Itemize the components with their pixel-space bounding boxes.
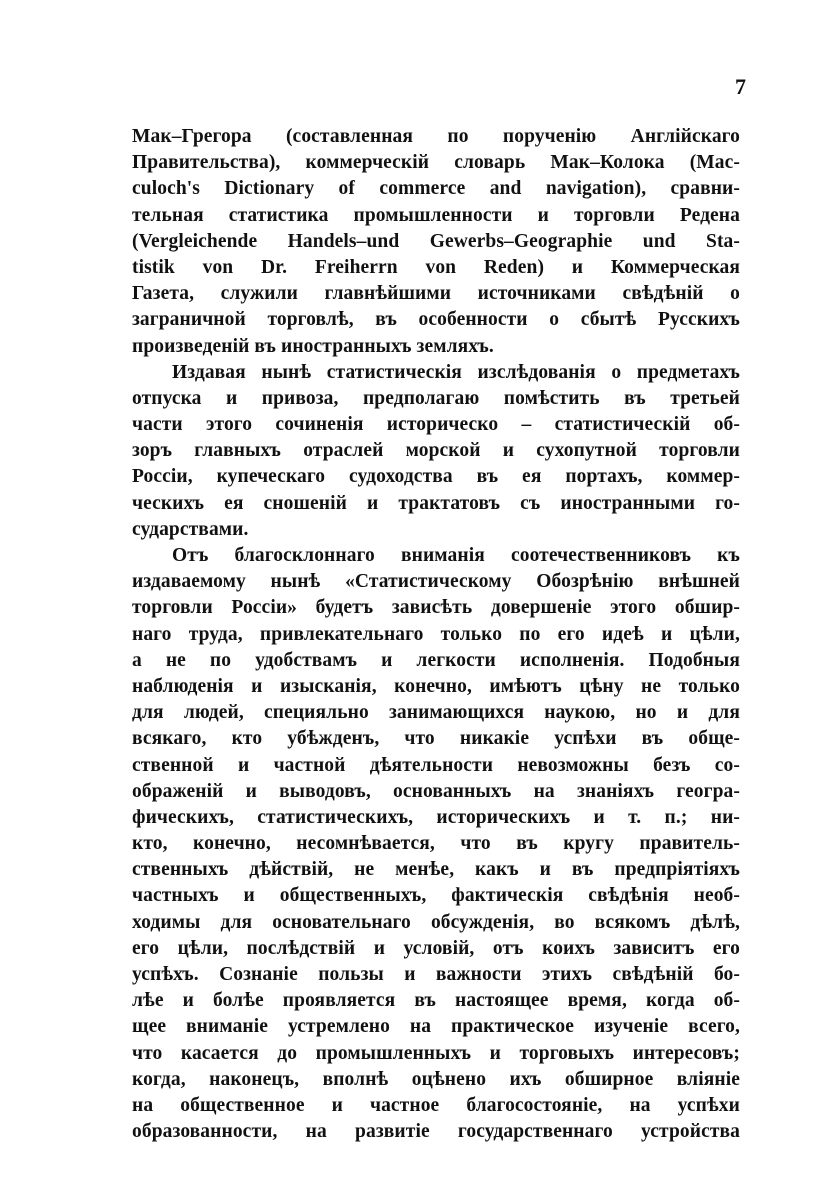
text-line: на общественное и частное благосостояніе, на успѣхи [132, 1094, 740, 1116]
text-line: ходимы для основательнаго обсужденія, во всякомъ дѣлѣ, [132, 911, 740, 933]
text-line: Правительства), коммерческій словарь Мак–Колока (Mac- [132, 152, 740, 174]
text-line: издаваемому нынѣ «Статистическому Обозрѣнію внѣшней [132, 571, 740, 593]
page-text [132, 124, 740, 1145]
text-line: его цѣли, послѣдствій и условій, отъ коихъ зависитъ его [132, 937, 740, 959]
text-line: образованности, на развитіе государственнаго устройства [132, 1121, 740, 1143]
text-line: наблюденія и изысканія, конечно, имѣютъ цѣну не только [132, 675, 740, 697]
text-line: зоръ главныхъ отраслей морской и сухопутной торговли [132, 440, 740, 462]
text-line: (Vergleichende Handels–und Gewerbs–Geographie und Sta- [132, 230, 740, 252]
text-line: отпуска и привоза, предполагаю помѣстить въ третьей [132, 387, 740, 409]
text-line: щее вниманіе устремлено на практическое изученіе всего, [132, 1016, 740, 1038]
paragraph-2 [132, 360, 740, 543]
text-line: торговли Россіи» будетъ зависѣть довершеніе этого обшир- [132, 597, 740, 619]
text-line: Россіи, купеческаго судоходства въ ея портахъ, коммер- [132, 466, 740, 488]
text-line: ственныхъ дѣйствій, не менѣе, какъ и въ предпріятіяхъ [132, 859, 740, 881]
text-line: ческихъ ея сношеній и трактатовъ съ иностранными го- [132, 492, 740, 514]
text-line: фическихъ, статистическихъ, историческихъ и т. п.; ни- [132, 806, 740, 828]
text-line: Издавая нынѣ статистическія изслѣдованія о предметахъ [172, 361, 740, 383]
text-line: успѣхъ. Сознаніе пользы и важности этихъ свѣдѣній бо- [132, 964, 740, 985]
text-line: когда, наконецъ, вполнѣ оцѣнено ихъ обширное вліяніе [132, 1068, 740, 1090]
text-line: ображеній и выводовъ, основанныхъ на знаніяхъ геогра- [132, 780, 740, 802]
text-line: tistik von Dr. Freiherrn von Reden) и Коммерческая [132, 256, 740, 278]
text-line: Мак–Грегора (составленная по порученію Англійскаго [132, 126, 740, 147]
text-line: лѣе и болѣе проявляется въ настоящее время, когда об- [132, 990, 740, 1012]
text-line: culoch's Dictionary of commerce and navigation), сравни- [132, 178, 740, 200]
paragraph-3 [132, 543, 740, 1145]
text-line: кто, конечно, несомнѣвается, что въ кругу правитель- [132, 833, 740, 855]
text-line: что касается до промышленныхъ и торговыхъ интересовъ; [132, 1042, 740, 1064]
text-line: а не по удобствамъ и легкости исполненія. Подобныя [132, 649, 740, 671]
page-number: 7 [735, 74, 746, 99]
text-line: для людей, специяльно занимающихся наукою, но и для [132, 702, 740, 724]
text-line: сударствами. [132, 518, 249, 540]
text-line: произведеній въ иностранныхъ земляхъ. [132, 335, 494, 357]
paragraph-1 [132, 124, 740, 360]
text-line: тельная статистика промышленности и торговли Редена [132, 204, 740, 226]
text-line: частныхъ и общественныхъ, фактическія свѣдѣнія необ- [132, 885, 740, 907]
text-line: всякаго, кто убѣжденъ, что никакіе успѣхи въ обще- [132, 728, 740, 750]
text-line: ственной и частной дѣятельности невозможны безъ со- [132, 754, 740, 776]
text-line: Газета, служили главнѣйшими источниками свѣдѣній о [132, 283, 740, 305]
text-line: заграничной торговлѣ, въ особенности о сбытѣ Русскихъ [132, 309, 740, 331]
text-line: Отъ благосклоннаго вниманія соотечественниковъ къ [172, 545, 740, 566]
text-line: части этого сочиненія историческо – статистическій об- [132, 414, 740, 436]
text-line: наго труда, привлекательнаго только по его идеѣ и цѣли, [132, 623, 740, 645]
